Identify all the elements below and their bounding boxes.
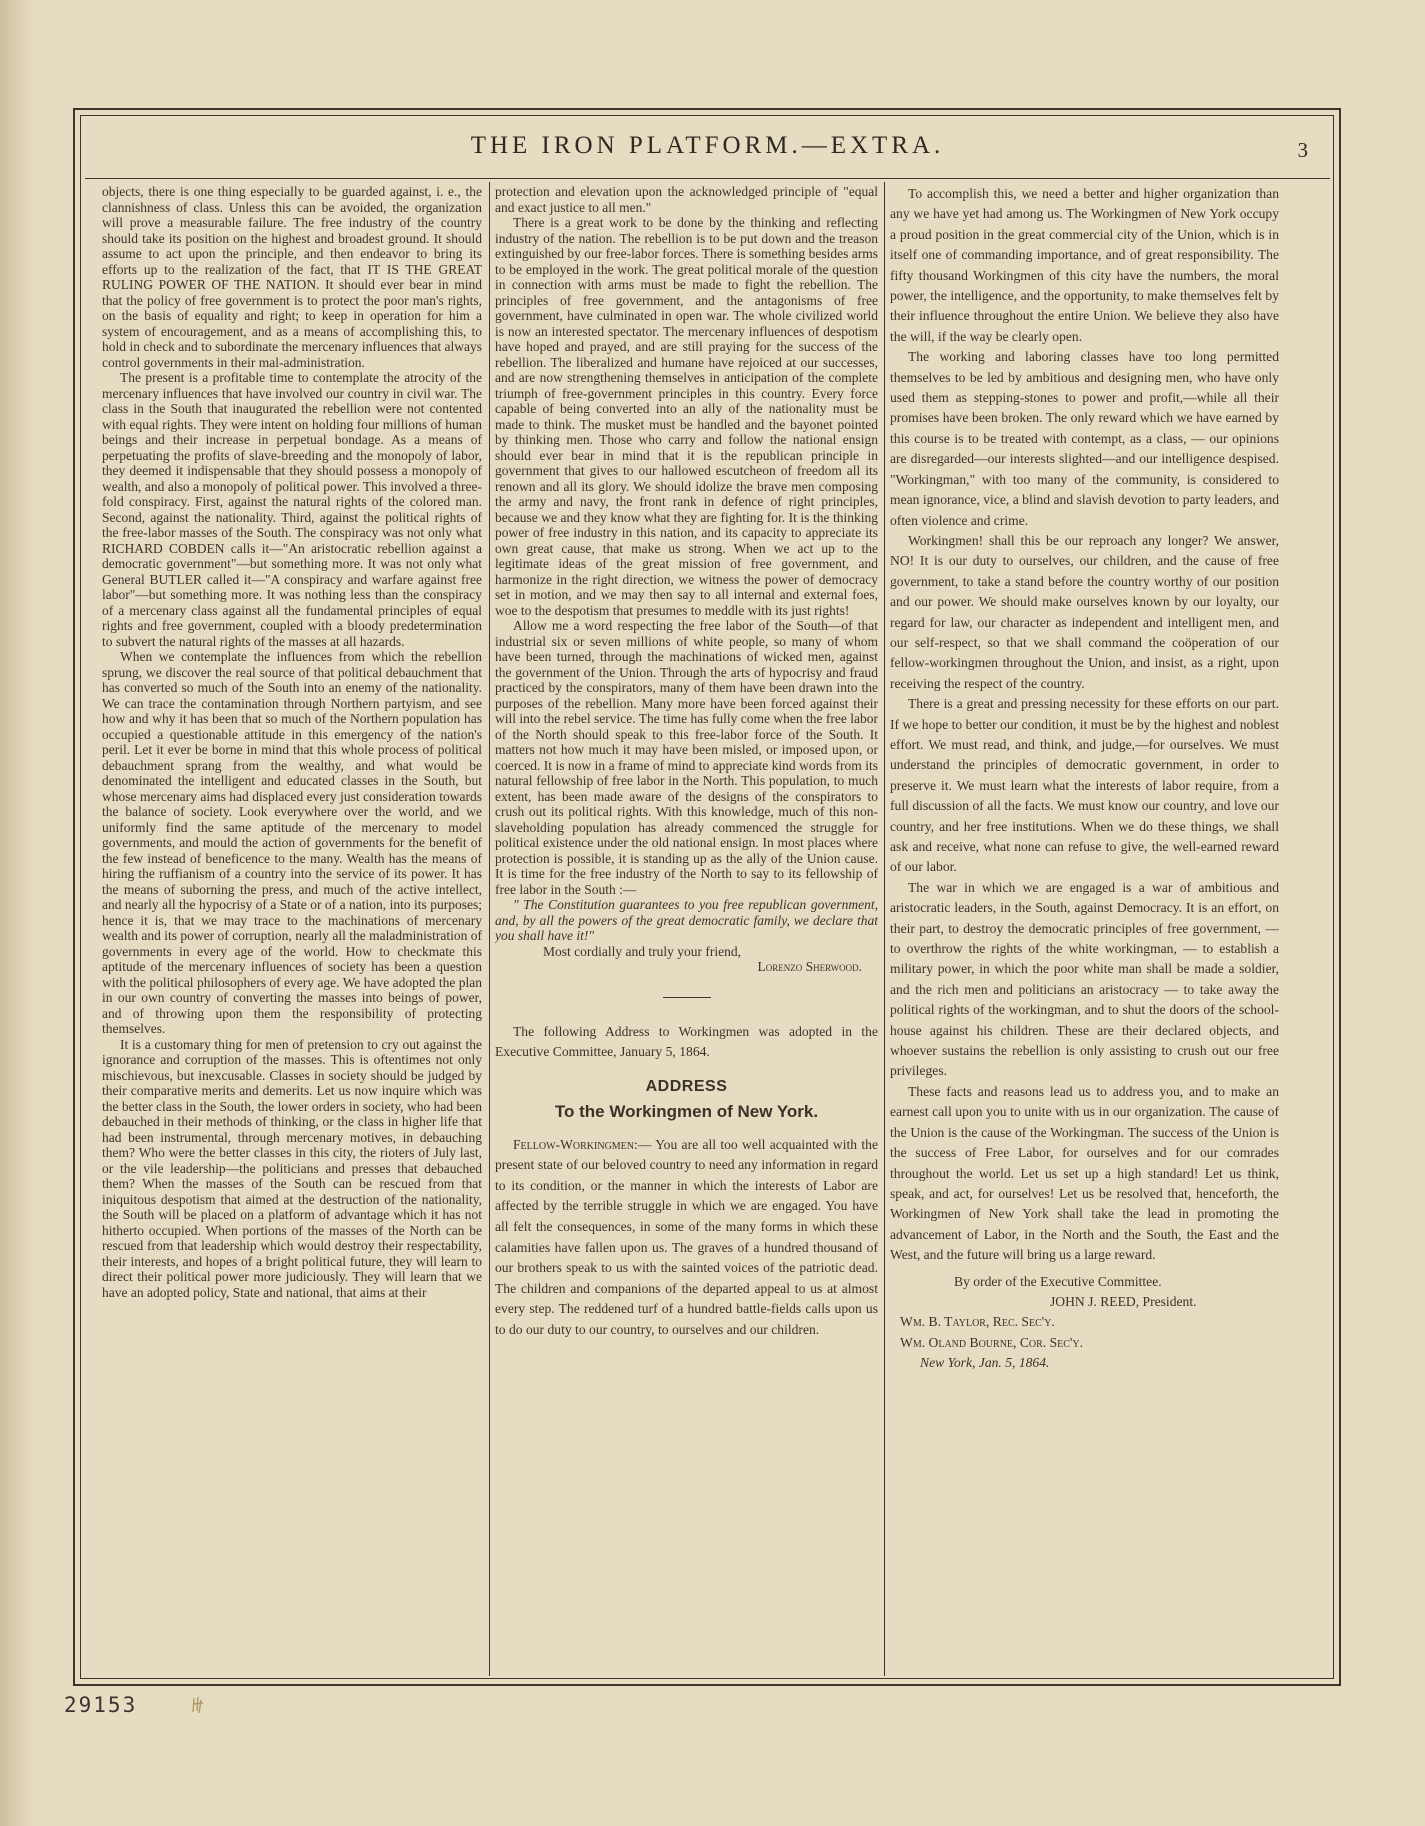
pencil-mark-icon <box>190 1694 206 1716</box>
address-paragraph: To accomplish this, we need a better and higher organization than any we have yet had among us. The Workingmen of New York occupy a proud position in the great commercial city of the Union, which is in itself one of commanding importance, and of great responsibility. The fifty thousand Workingmen of this city have the numbers, the moral power, the intelligence, and the opportunity, to make themselves felt by their influence throughout the entire Union. We believe they also have the will, if the way be clearly open. <box>890 186 1279 344</box>
article-paragraph: The present is a profitable time to contemplate the atrocity of the mercenary influences that have involved our country in civil war. The class in the South that inaugurated the rebellion were not contented with equal rights. They were intent on holding four millions of human beings and their increase in perpetual bondage. As a means of perpetuating the profits of slave-breeding and the monopoly of labor, they deemed it indispensable that they should possess a monopoly of wealth, and also a monopoly of political power. This involved a three-fold conspiracy. First, against the natural rights of the colored man. Second, against the nationality. Third, against the political rights of the free-labor masses of the South. The conspiracy was not only what RICHARD COBDEN calls it—"An aristocratic rebellion against a democratic government"—but something more. It was not only what General BUTLER called it—"A conspiracy and warfare against free labor"—but something more. It was nothing less than the conspiracy of a mercenary class against all the fundamental principles of equal rights and free government, coupled with a bloody predetermination to subvert the natural rights of the masses at all hazards. <box>102 370 482 649</box>
dateline: New York, Jan. 5, 1864. <box>920 1355 1050 1371</box>
address-heading: ADDRESS <box>645 1077 728 1095</box>
pledge-quote: " The Constitution guarantees to you free republican government, and, by all the powers of the great democratic family, we declare that you shall have it!" <box>495 897 878 943</box>
article-paragraph: There is a great work to be done by the thinking and reflecting industry of the nation. The rebellion is to be put down and the treason extinguished by our free-labor forces. There is something besides arms to be employed in the work. The great political morale of the question in connection with arms must be made to fight the rebellion. The principles of free government, and the antagonisms of free government, have culminated in open war. The whole civilized world is now an interested spectator. The mercenary influences of despotism have hoped and prayed, and are still praying for the success of the rebellion. The liberalized and humane have rejoiced at our successes, and are now strengthening themselves in anticipation of the complete triumph of free-government principles in this country. Every force capable of being converted into an ally of the nationality must be made to think. The musket must be handled and the bayonet pointed by thinking men. Those who carry and follow the national ensign should ever bear in mind that it is the republican principle in government that gives to our hallowed escutcheon of freedom all its renown and all its glory. We should idolize the brave men composing the army and navy, the front rank in defence of right principles, because we and they know what they are fighting for. It is the thinking power of free industry in this nation, and its capacity to appreciate its own great cause, that make us strong. When we act up to the legitimate ideas of the great mission of free government, and harmonize in the right direction, we witness the power of democracy set in motion, and we may then say to all internal and external foes, woe to the despotism that presumes to meddle with its just rights! <box>495 215 878 618</box>
article-column-1 <box>102 184 482 1674</box>
address-paragraph: These facts and reasons lead us to address you, and to make an earnest call upon you to unite with us in our organization. The cause of the Union is the cause of the Workingman. The success of the Union is the success of Free Labor, for ourselves and for our comrades throughout the world. Let us set up a high standard! Let us think, speak, and act, for ourselves! Let us be resolved that, henceforth, the Workingmen of New York shall take the lead in promoting the advancement of Labor, in the North and the South, the East and the West, and the future will bring us a large reward. <box>890 1083 1279 1263</box>
letter-signature: Lorenzo Sherwood. <box>757 959 862 974</box>
recording-secretary-signature: Wm. B. Taylor, Rec. Sec'y. <box>900 1314 1055 1330</box>
article-paragraph: When we contemplate the influences from which the rebellion sprung, we discover the real source of that political debauchment that has converted so much of the South into an enemy of the nationality. We can trace the contamination through Northern partyism, and see how and why it has been that so much of the Northern population has occupied a questionable attitude in this emergency of the nation's peril. Let it ever be borne in mind that this whole process of political debauchment sprang from the wealthy, and what would be denominated the intelligent and educated classes in the South, but whose mercenary aims had displaced every just consideration towards the balance of society. Look everywhere over the world, and we uniformly find the same aptitude of the mercenary to model governments, and mould the action of governments for the benefit of the few instead of beneficence to the many. Wealth has the means of hiring the ruffianism of a country into the service of its power. It has the means of suborning the press, and much of the active intellect, and nearly all the hypocrisy of a State or of a nation, into its purposes; hence it is, that we may trace to the machinations of mercenary wealth and its power of corruption, nearly all the maladministration of governments in every age of the world. How to checkmate this aptitude of the mercenary influences of society has been a question with the political philosophers of every age. We have adopted the plan in our own country of converting the masses into beings of power, and of throwing upon them the responsibility of protecting themselves. <box>102 649 482 1036</box>
address-adoption-note: The following Address to Workingmen was adopted in the Executive Committee, January 5, 1864. <box>495 1023 878 1060</box>
binding-spine-shadow <box>0 0 34 1826</box>
address-paragraph: The war in which we are engaged is a war of ambitious and aristocratic leaders, in the South, against Democracy. It is an effort, on their part, to destroy the democratic principles of free government, — to overthrow the rights of the white workingman, — to establish a military power, in which the poor white man shall be made a soldier, and the rich men and politicians an aristocracy — to take away the political rights of the workingman, and to shut the doors of the school-house against his children. These are their declared objects, and whoever sustains the rebellion is only assisting to crush out our free privileges. <box>890 879 1279 1079</box>
column-divider-1 <box>489 182 490 1676</box>
article-paragraph: It is a customary thing for men of pretension to cry out against the ignorance and corruption of the masses. This is oftentimes not only mischievous, but inexcusable. Classes in society should be judged by their comparative merits and demerits. Let us now inquire which was the better class in the South, the lower orders in society, who had been debauched in their methods of thinking, or the class in higher life that had been instrumental, through mercenary motives, in debauching them? Who were the better classes in this city, the rioters of July last, or the vile leadership—the politicians and presses that debauched them? When the masses of the South can be rescued from that iniquitous despotism that aimed at the destruction of the nationality, the South will be placed on a platform of advantage which it has not hitherto occupied. When portions of the masses of the North can be rescued from that leadership which would destroy their respectability, their interests, and hopes of a bright political future, they will learn to direct their political power more judiciously. They will learn that we have an adopted policy, State and national, that aims at their <box>102 1036 482 1300</box>
masthead-rule <box>85 178 1330 179</box>
committee-order-line: By order of the Executive Committee. <box>954 1273 1162 1289</box>
article-paragraph: objects, there is one thing especially to be guarded against, i. e., the clannishness of class. Unless this can be avoided, the organization will prove a measurable failure. The free industry of the country should take its position on the highest and broadest ground. It should assume to act upon the principle, and then endeavor to bring its efforts up to the realization of the fact, that IT IS THE GREAT RULING POWER OF THE NATION. It should ever bear in mind that the policy of free government is to protect the poor man's rights, on the basis of equality and right; to keep in operation for him a system of encouragement, and as a means of accomplishing this, to hold in check and to subordinate the mercenary influences that always control governments in their mal-administration. <box>102 184 482 370</box>
letter-closing: Most cordially and truly your friend, <box>543 943 741 959</box>
address-paragraph: There is a great and pressing necessity for these efforts on our part. If we hope to better our condition, it must be by the highest and noblest effort. We must read, and think, and judge,—for ourselves. We must understand the principles of democratic government, in order to preserve it. We must learn what the interests of labor require, from a full discussion of all the facts. We must know our country, and love our country, and her free institutions. When we do these things, we shall ask and receive, what none can refuse to give, the well-earned reward of our labor. <box>890 696 1279 875</box>
article-paragraph: protection and elevation upon the acknowledged principle of "equal and exact justice to all men." <box>495 184 878 215</box>
section-separator <box>663 997 711 998</box>
masthead <box>85 132 1330 172</box>
archive-catalog-number: 29153 <box>64 1693 138 1717</box>
masthead-title: THE IRON PLATFORM.—EXTRA. <box>470 132 945 159</box>
corresponding-secretary-signature: Wm. Oland Bourne, Cor. Sec'y. <box>900 1334 1083 1350</box>
page-number: 3 <box>1297 138 1308 162</box>
article-paragraph: Allow me a word respecting the free labor of the South—of that industrial six or seven millions of white people, so many of whom have been turned, through the machinations of wicked men, against the government of the Union. Through the arts of hypocrisy and fraud practiced by the conspirators, many of them have been drawn into the purposes of the rebellion. Many more have been forced against their will into the rebel service. The time has fully come when the free labor of the North should speak to this free-labor force of the South. It matters not how much it may have been misled, or imposed upon, or coerced. It is now in a frame of mind to appreciate kind words from its natural fellowship of free labor in the North. This population, to much extent, has been made aware of the designs of the conspirators to crush out its political rights. With this knowledge, much of this non-slaveholding population has already commenced the struggle for political existence under the old national ensign. In most places where protection is possible, it is standing up as the ally of the Union cause. It is time for the free industry of the North to say to its fellowship of free labor in the South :— <box>495 618 878 897</box>
president-signature: JOHN J. REED, President. <box>1050 1293 1197 1309</box>
article-column-2 <box>495 184 878 1674</box>
address-paragraph: Workingmen! shall this be our reproach any longer? We answer, NO! It is our duty to ourselves, our children, and the cause of free government, to take a stand before the country worthy of our position and our power. We should make ourselves known by our loyalty, our regard for law, our character as independent and intelligent men, and our self-respect, so that we shall command the coöperation of our fellow-workingmen throughout the Union, and insist, as a right, upon receiving the respect of the country. <box>890 532 1279 691</box>
address-opening-text: — You are all too well acquainted with the present state of our beloved country to need any information in regard to its condition, or the manner in which the interests of Labor are affected by the terrible struggle in which we are engaged. You have all felt the consequences, in some of the many forms in which these calamities have fallen upon us. The graves of a hundred thousand of our brothers speak to us with the sainted voices of the patriotic dead. The children and companions of the departed appeal to us at almost every step. The reddened turf of a hundred battle-fields calls upon us to do our duty to our country, to ourselves and our children. <box>495 1136 878 1338</box>
address-salutation: Fellow-Workingmen: <box>513 1136 638 1152</box>
article-column-3 <box>890 184 1279 1674</box>
address-opening-paragraph <box>495 1135 878 1341</box>
address-subheading: To the Workingmen of New York. <box>554 1101 819 1121</box>
address-paragraph: The working and laboring classes have too long permitted themselves to be led by ambitious and designing men, who have only used them as stepping-stones to power and profit,—while all their promises have been broken. The only reward which we have earned by this course is to be treated with contempt, as a class, — our opinions are disregarded—our interests slighted—and our intelligence despised. "Workingman," with too many of the community, is considered to mean ignorance, vice, a blind and slavish devotion to party leaders, and often violence and crime. <box>890 349 1279 528</box>
column-divider-2 <box>884 182 885 1676</box>
